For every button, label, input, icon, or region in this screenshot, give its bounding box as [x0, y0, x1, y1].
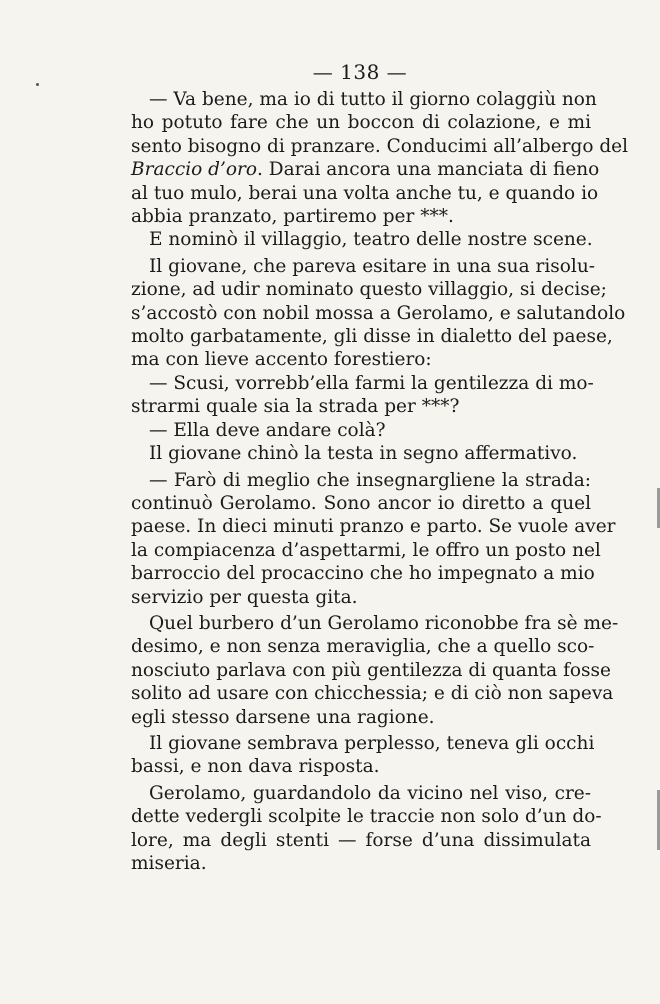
- text-line: miseria.: [131, 853, 207, 874]
- text-line: Il giovane chinò la testa in segno affermativo.: [149, 443, 578, 465]
- text-line: ma con lieve accento forestiero:: [131, 349, 432, 371]
- text-line: Il giovane, che pareva esitare in una sua risolu-: [149, 255, 595, 277]
- text-line: s’accostò con nobil mossa a Gerolamo, e salutandolo: [131, 302, 626, 324]
- text-line: [131, 158, 600, 181]
- text-line: — Farò di meglio che insegnargliene la strada:: [149, 469, 591, 491]
- text-line: — Ella deve andare colà?: [149, 419, 386, 441]
- text-line: Il giovane sembrava perplesso, teneva gli occhi: [149, 732, 595, 754]
- ink-speck: [36, 83, 39, 86]
- text-line: dette vedergli scolpite le traccie non solo d’un do-: [131, 806, 602, 828]
- page-number: — 138 —: [312, 60, 408, 84]
- text-line: abbia pranzato, partiremo per ***.: [131, 206, 454, 228]
- text-line: servizio per questa gita.: [131, 586, 358, 608]
- text-line: egli stesso darsene una ragione.: [131, 706, 435, 728]
- text-line: ho potuto fare che un boccon di colazione, e mi: [131, 112, 591, 134]
- text-line: sento bisogno di pranzare. Conducimi all’albergo del: [131, 135, 629, 157]
- inn-name: Braccio d’oro: [131, 159, 257, 181]
- text-line: paese. In dieci minuti pranzo e parto. Se vuole aver: [131, 516, 616, 538]
- text-line: nosciuto parlava con più gentilezza di quanta fosse: [131, 659, 611, 681]
- text-line: barroccio del procaccino che ho impegnato a mio: [131, 563, 595, 585]
- text-line: lore, ma degli stenti — forse d’una dissimulata: [131, 829, 591, 851]
- text-line: — Scusi, vorrebb’ella farmi la gentilezza di mo-: [149, 372, 594, 394]
- text-line: — Va bene, ma io di tutto il giorno colaggiù non: [149, 89, 597, 110]
- text-line: zione, ad udir nominato questo villaggio, si decise;: [131, 279, 607, 301]
- text-line: continuò Gerolamo. Sono ancor io diretto a quel: [131, 492, 591, 514]
- text-line: la compiacenza d’aspettarmi, le offro un posto nel: [131, 539, 601, 561]
- text-fragment: . Darai ancora una manciata di fieno: [256, 159, 600, 181]
- text-line: Quel burbero d’un Gerolamo riconobbe fra sè me-: [149, 612, 619, 634]
- text-line: E nominò il villaggio, teatro delle nostre scene.: [149, 229, 593, 251]
- text-line: strarmi quale sia la strada per ***?: [131, 396, 460, 418]
- text-line: Gerolamo, guardandolo da vicino nel viso, cre-: [149, 782, 591, 804]
- text-line: al tuo mulo, berai una volta anche tu, e quando io: [131, 182, 599, 204]
- text-line: bassi, e non dava risposta.: [131, 756, 380, 778]
- text-line: solito ad usare con chicchessia; e di ciò non sapeva: [131, 683, 614, 705]
- text-line: desimo, e non senza meraviglia, che a quello sco-: [131, 636, 595, 658]
- text-line: molto garbatamente, gli disse in dialetto del paese,: [131, 326, 613, 348]
- body-text: [131, 88, 629, 875]
